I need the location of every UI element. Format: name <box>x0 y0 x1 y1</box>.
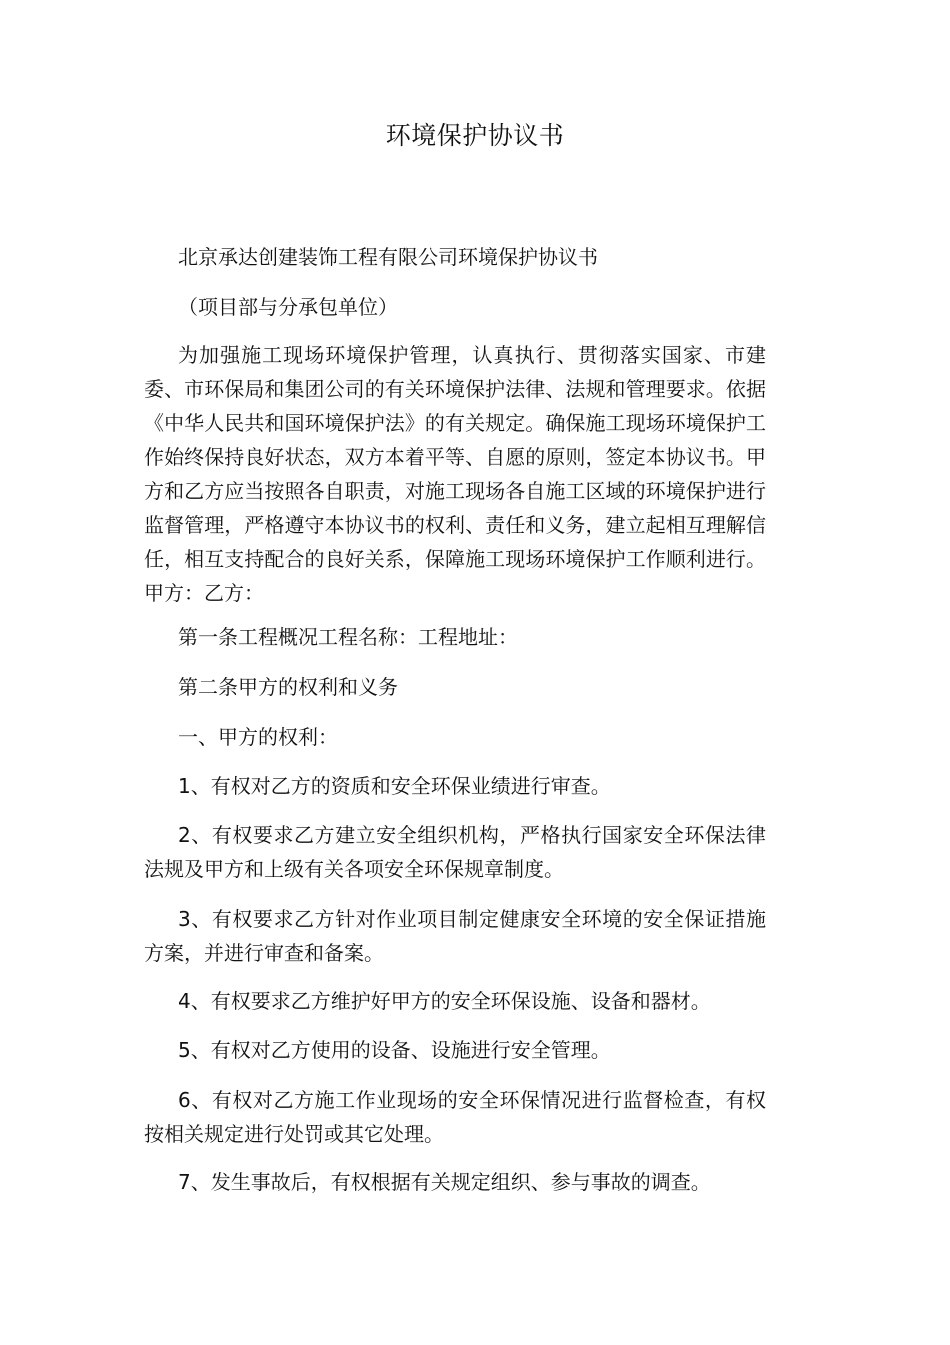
paragraph-right-4: 4、有权要求乙方维护好甲方的安全环保设施、设备和器材。 <box>178 989 711 1013</box>
paragraph-article-2: 第二条甲方的权利和义务 <box>178 675 398 699</box>
document-title: 环境保护协议书 <box>385 121 565 150</box>
paragraph-company-title: 北京承达创建装饰工程有限公司环境保护协议书 <box>178 245 598 269</box>
paragraph-preamble: 为加强施工现场环境保护管理，认真执行、贯彻落实国家、市建委、市环保局和集团公司的有关环境保护法律、法规和管理要求。依据《中华人民共和国环境保护法》的有关规定。确保施工现场环境保护工作始终保持良好状态，双方本着平等、自愿的原则，签定本协议书。甲方和乙方应当按照各自职责，对施工现场各自施工区域的环境保护进行监督管理，严格遵守本协议书的权利、责任和义务，建立起相互理解信任，相互支持配合的良好关系，保障施工现场环境保护工作顺利进行。甲方：乙方： <box>144 343 766 605</box>
paragraph-right-5: 5、有权对乙方使用的设备、设施进行安全管理。 <box>178 1038 611 1062</box>
paragraph-rights-heading: 一、甲方的权利： <box>178 725 338 749</box>
paragraph-right-7: 7、发生事故后，有权根据有关规定组织、参与事故的调查。 <box>178 1170 711 1194</box>
paragraph-right-2: 2、有权要求乙方建立安全组织机构，严格执行国家安全环保法律法规及甲方和上级有关各项安全环保规章制度。 <box>144 823 766 881</box>
paragraph-right-6: 6、有权对乙方施工作业现场的安全环保情况进行监督检查，有权按相关规定进行处罚或其它处理。 <box>144 1088 766 1146</box>
paragraph-parties-note: （项目部与分承包单位） <box>178 295 398 319</box>
paragraph-right-3: 3、有权要求乙方针对作业项目制定健康安全环境的安全保证措施方案，并进行审查和备案。 <box>144 907 766 965</box>
paragraph-right-1: 1、有权对乙方的资质和安全环保业绩进行审查。 <box>178 774 611 798</box>
paragraph-article-1: 第一条工程概况工程名称：工程地址： <box>178 625 518 649</box>
